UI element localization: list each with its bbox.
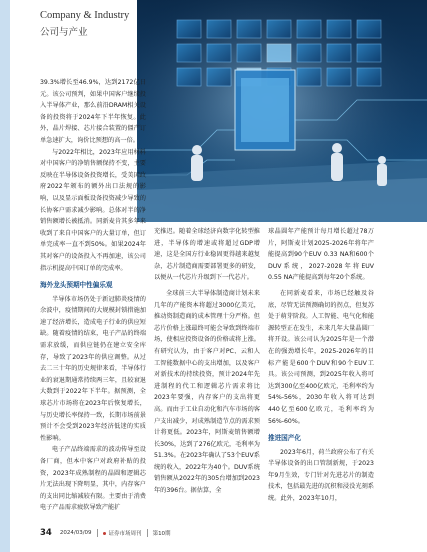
col3-paragraph-2: 在同新麦看来，市场已经触及谷底，尽管无法预测确切的拐点，但复苏处于萌芽阶段。人工智能、电气化和能源转型正在发生，未来几年大量晶圆厂将开设。该公司认为2025年是一个潜在的强劲增长年，2025-2026年的目标产能是600个DUV和90个EUV工具。该公司预测，到2025年收入将可达到300亿至400亿欧元，毛利率约为54%-56%，2030年收入将可达到440亿至600亿欧元，毛利率约为56%-60%。	[268, 289, 374, 425]
magazine-name: 证券市场周刊	[108, 531, 142, 537]
footer-divider	[97, 529, 98, 537]
issue-date: 2024/03/09	[59, 530, 92, 536]
section-heading-localization: 推进国产化	[268, 434, 301, 443]
col1-paragraph-4: 电子产品终端需求的波动传导至设备厂商，但本中客户对政府补贴的投资，2023年成熟制程的晶圆和逻辑芯片无法出现下降明显，其中，内存客户的支出同比缩减较有限。主要由于消费电子产品需求疲软导致产能扩	[40, 446, 146, 512]
hero-image-chip-fab	[137, 0, 427, 222]
footer-dot-icon	[103, 532, 106, 535]
col3-paragraph-3: 2023年6月，荷兰政府公布了有关半导体设备的出口管制新规，于2023年9月生效，专门针对先进芯片的制造技术，包括最先进的沉积和浸没光刻系统。此外，2023年10月，	[268, 448, 374, 503]
left-accent-bar	[0, 0, 10, 552]
issue-number: 第10期	[152, 531, 171, 537]
col1-paragraph-1: 39.3%增长至46.9%，达到2172亿日元。该公司预判，如果中国客户继续投入半导体产业，那么前沿DRAM相关设备的投资将于2024年下半年恢复。此外，晶片焊接、芯片接合装置的僵产订单急速扩大，询价比预想的高一倍。	[40, 79, 146, 144]
col1-paragraph-3: 半导体市场仍处于新冠肺炎疫情的余波中，疫情期间的大规模封锁措施加速了经济增长，造成电子行业的供应短缺。随着疫情的结束，电子产品的终端需求放缓，而供应链仍在建立安全库存，导致了2023年的供应调整。从过去二三十年的历史规律来看，半导体行业的衰退期通常持续两三年，且较衰退大数到于2022年下半年。据预测，全球芯片市场将在2023年后恢复增长，与历史增长率保持一致，长期市场前景预计不会受到2023年经济低迷的实质性影响。	[40, 295, 146, 442]
col2-paragraph-1: 充推迟。随着全球经济向数字化转型推进，半导体的增速或将超过GDP增速，这是全国方行业稳固更得越来越复杂，芯片制造商需要部署更多的研发，以便从一代芯片升级到下一代芯片。	[154, 228, 260, 282]
column-2	[154, 226, 260, 497]
section-header-cn: 公司与产业	[40, 27, 88, 38]
section-heading-overseas: 海外龙头预期中性偏乐观	[40, 281, 113, 290]
column-1	[40, 77, 146, 514]
col3-paragraph-1: 球晶圆年产能预计每月增长超过78万片，阿斯麦计划2025-2026年将年产能提高到90个EUV 0.33 NA和600个DUV系统，2027-2028年将EUV 0.55 NA产能提高到每年20个系统。	[268, 228, 374, 282]
col2-paragraph-2: 全球前三大半导体制造商计划未来几年的产能资本将超过3000亿美元，推动资制造商的成本管理十分严格。但芯片价格上涨最终可能会导致到终端市场，使相应投资设备的价格或将上涨。有研究认为，由于客户对PC、云和人工智能数据中心的支出增加，以及客户对新技术的持续投资，预计2024年先进制程的代工和逻辑芯片需求将比2023年要强，内存客户的支出将更高。而由于工业自动化和汽车市场的客户支出减少，对成熟制造节点的需求预计将更低。2023年，阿斯麦销售额增长30%，达到了276亿欧元，毛利率为51.3%。在2023年确认了53个EUV系统的收入，2022年为40个。DUV系统销售额从2022年的305台增加到2023年的396台。据估算，全	[154, 289, 260, 495]
section-header-en: Company & Industry	[40, 10, 130, 21]
page-number: 34	[40, 528, 52, 538]
page-footer	[40, 528, 171, 538]
col1-paragraph-2: 与2022年相比，2023年应用材料对中国客户的净销售额保持不变，主要反映在半导体设备投资增长，受美国政府2022年颁布的额外出口法规的影响，以及显示面板设备投资减少导致的长协客户需求减少影响。总体对半的净销售额增长被抵消。同新麦肯其多年来收到了来自中国客户的大量订单，但订单完成率一直不到50%。如果2024年其对客户的设备投入不再加速，该公司指示机提高中国订单的完成率。	[40, 148, 146, 272]
footer-divider	[147, 529, 148, 537]
column-3	[268, 226, 374, 505]
